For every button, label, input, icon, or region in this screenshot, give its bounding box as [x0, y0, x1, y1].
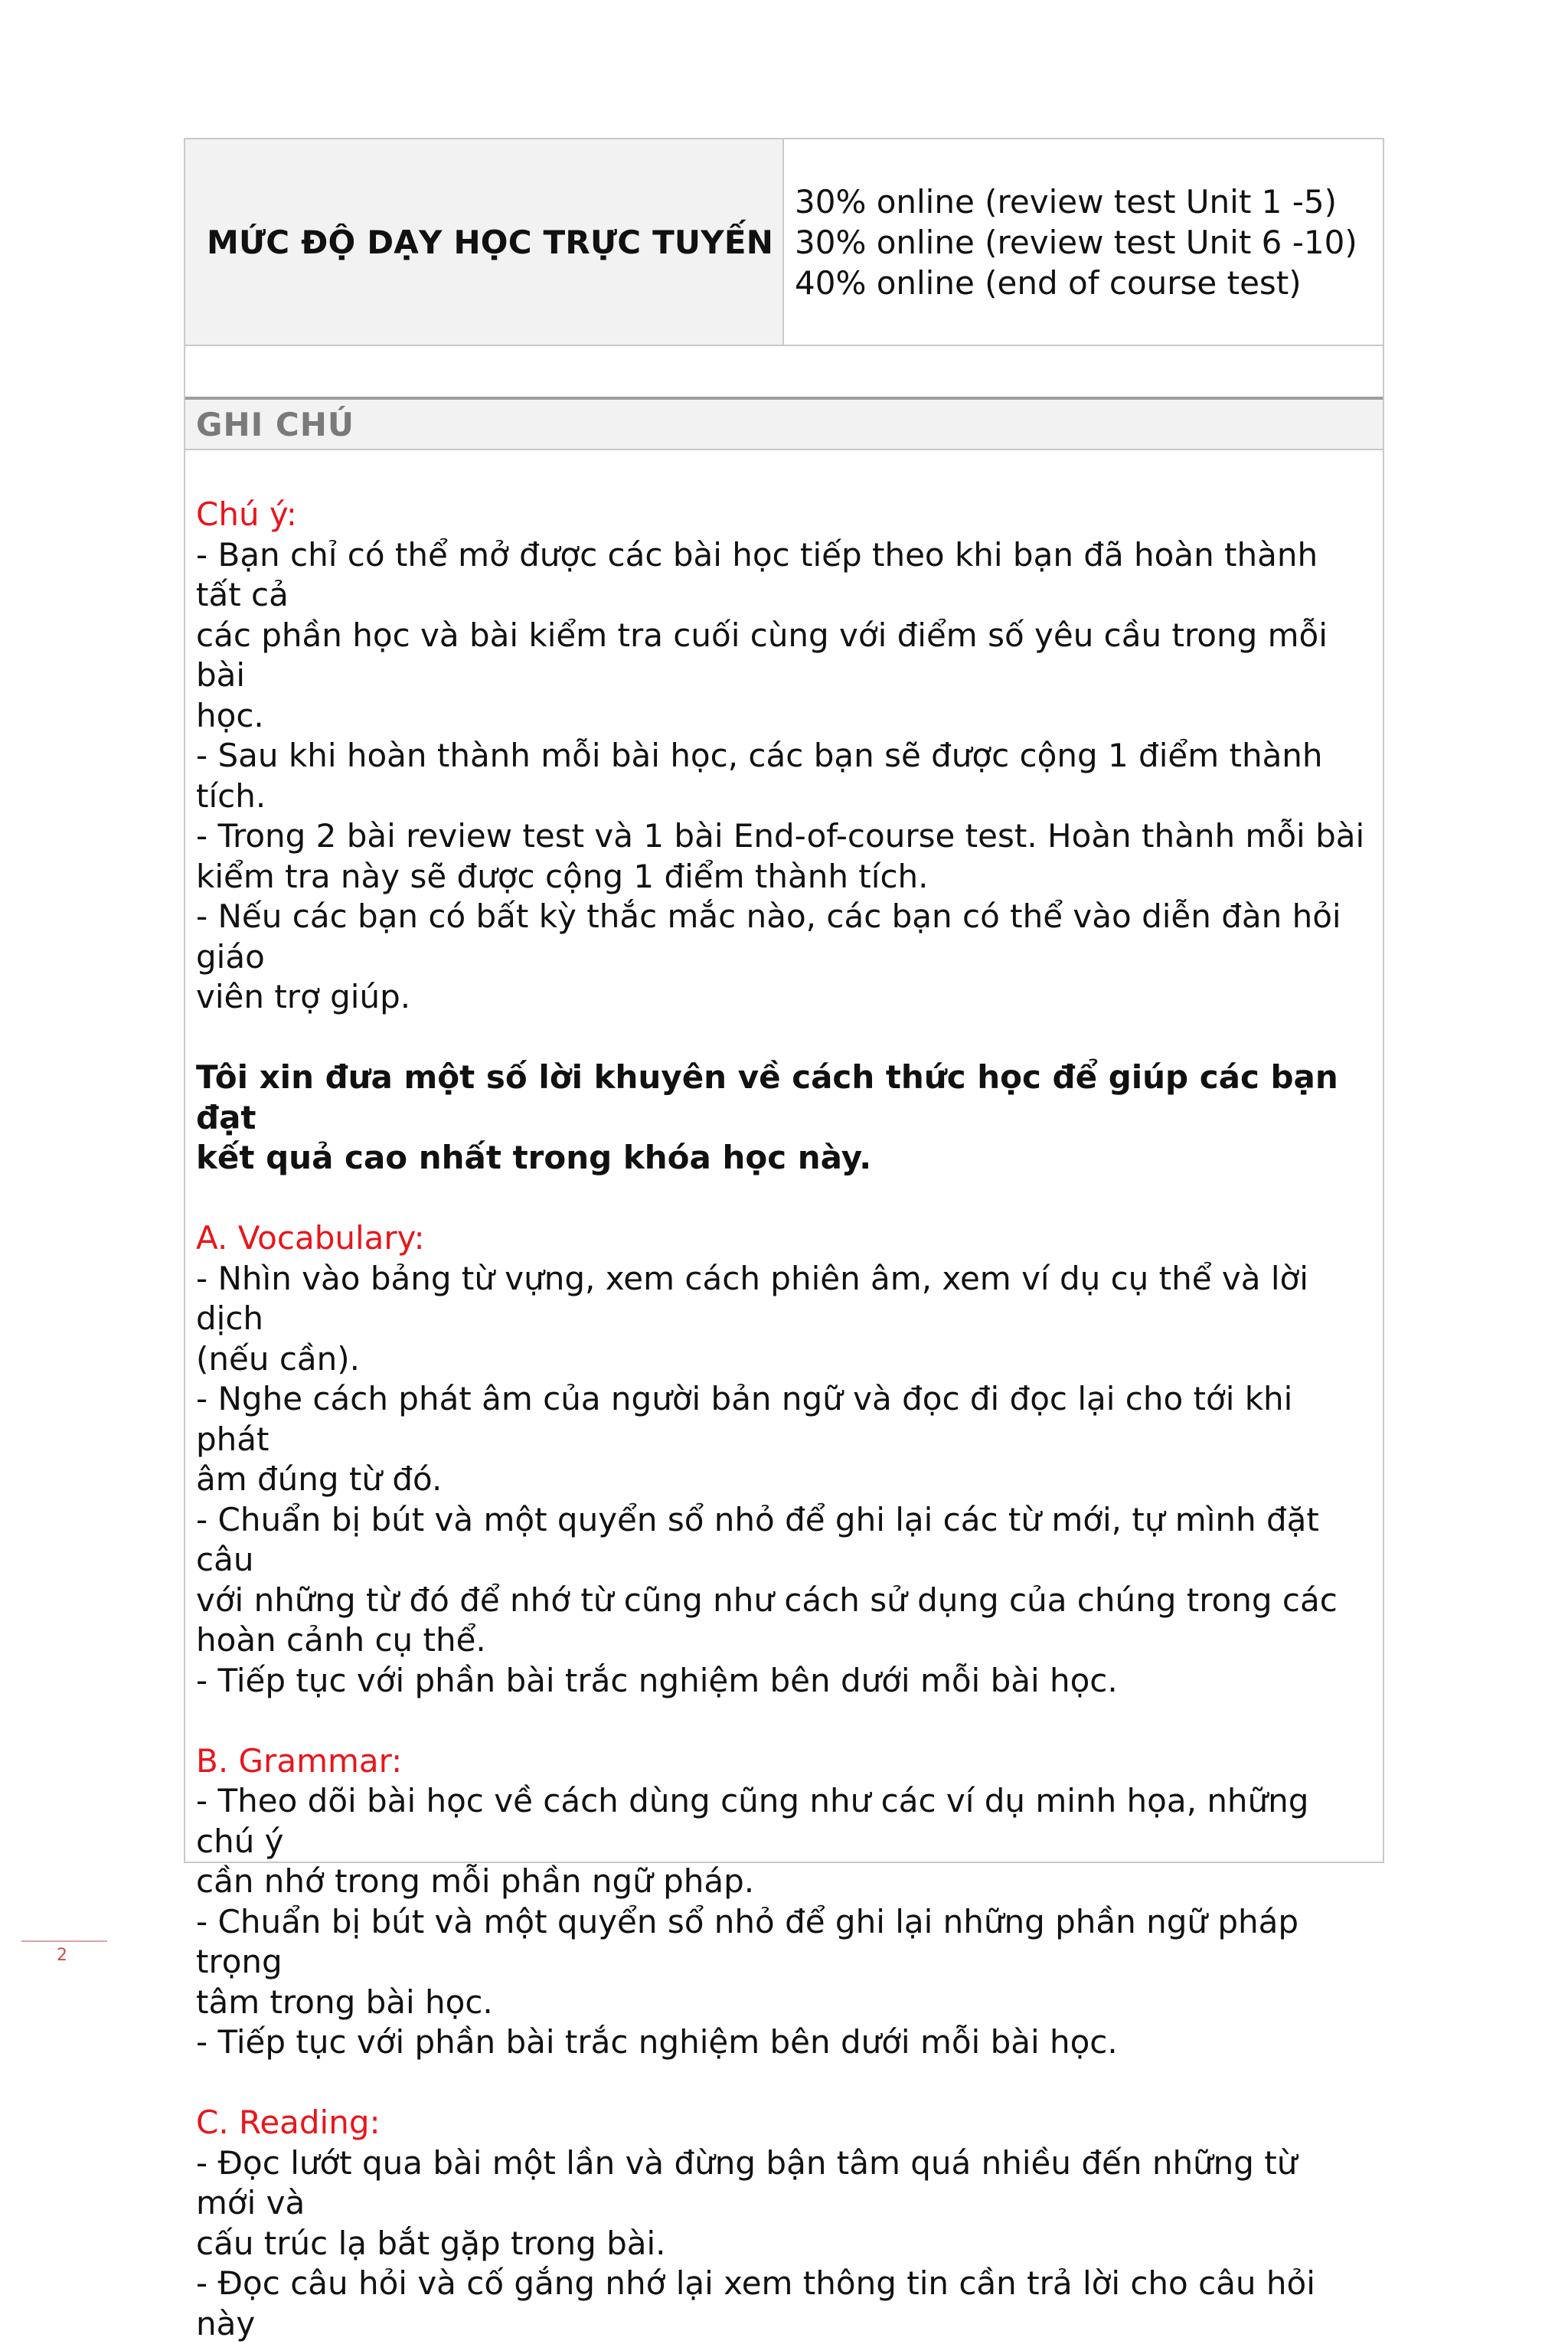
text-line: - Bạn chỉ có thể mở được các bài học tiếp theo khi bạn đã hoàn thành tất cả: [196, 535, 1318, 613]
notes-body: [196, 495, 1367, 2344]
online-level-label: MỨC ĐỘ DẠY HỌC TRỰC TUYẾN: [185, 139, 784, 345]
vocabulary-heading: A. Vocabulary:: [196, 1219, 425, 1257]
course-info-table: [184, 138, 1384, 2342]
text-line: - Nhìn vào bảng từ vựng, xem cách phiên âm, xem ví dụ cụ thể và lời dịch: [196, 1259, 1308, 1337]
text-line: - Đọc lướt qua bài một lần và đừng bận tâm quá nhiều đến những từ mới và: [196, 2143, 1298, 2221]
online-level-value: 30% online (review test Unit 6 -10): [795, 223, 1357, 261]
text-line: viên trợ giúp.: [196, 978, 411, 1015]
text-line: học.: [196, 696, 264, 734]
text-line: - Trong 2 bài review test và 1 bài End-of-course test. Hoàn thành mỗi bài: [196, 817, 1365, 855]
text-line: (nếu cần).: [196, 1339, 360, 1378]
text-line: hoàn cảnh cụ thể.: [196, 1621, 486, 1659]
grammar-heading: B. Grammar:: [196, 1741, 403, 1780]
spacer: [196, 1018, 1367, 1058]
online-level-value: 30% online (review test Unit 1 -5): [795, 182, 1337, 221]
footer-divider: [21, 1940, 107, 1942]
text-line: - Theo dõi bài học về cách dùng cũng như các ví dụ minh họa, những chú ý: [196, 1782, 1309, 1860]
text-line: - Sau khi hoàn thành mỗi bài học, các bạn sẽ được cộng 1 điểm thành tích.: [196, 737, 1323, 815]
text-line: - Nếu các bạn có bất kỳ thắc mắc nào, các bạn có thể vào diễn đàn hỏi giáo: [196, 897, 1341, 976]
advice-line: kết quả cao nhất trong khóa học này.: [196, 1139, 872, 1176]
text-line: với những từ đó để nhớ từ cũng như cách sử dụng của chúng trong các: [196, 1581, 1338, 1619]
text-line: - Tiếp tục với phần bài trắc nghiệm bên dưới mỗi bài học.: [196, 2023, 1118, 2061]
text-line: cần nhớ trong mỗi phần ngữ pháp.: [196, 1862, 755, 1900]
spacer: [196, 1179, 1367, 1219]
online-level-value: 40% online (end of course test): [795, 263, 1302, 302]
spacer: [196, 1701, 1367, 1741]
text-line: - Chuẩn bị bút và một quyển sổ nhỏ để ghi lại những phần ngữ pháp trọng: [196, 1902, 1299, 1980]
text-line: các phần học và bài kiểm tra cuối cùng với điểm số yêu cầu trong mỗi bài: [196, 616, 1328, 694]
text-line: - Chuẩn bị bút và một quyển sổ nhỏ để ghi lại các từ mới, tự mình đặt câu: [196, 1500, 1319, 1578]
text-line: - Tiếp tục với phần bài trắc nghiệm bên dưới mỗi bài học.: [196, 1661, 1118, 1699]
online-level-row: [185, 139, 1383, 346]
text-line: cấu trúc lạ bắt gặp trong bài.: [196, 2224, 666, 2262]
text-line: - Nghe cách phát âm của người bản ngữ và đọc đi đọc lại cho tới khi phát: [196, 1380, 1293, 1458]
text-line: kiểm tra này sẽ được cộng 1 điểm thành tích.: [196, 857, 929, 895]
attention-heading: Chú ý:: [196, 495, 297, 533]
text-line: - Đọc câu hỏi và cố gắng nhớ lại xem thông tin cần trả lời cho câu hỏi này: [196, 2264, 1315, 2342]
reading-heading: C. Reading:: [196, 2104, 381, 2141]
empty-row: [185, 346, 1383, 397]
notes-header: GHI CHÚ: [185, 397, 1383, 450]
page-number: 2: [57, 1946, 67, 1965]
online-level-values: [784, 139, 1383, 345]
text-line: âm đúng từ đó.: [196, 1460, 443, 1498]
text-line: tâm trong bài học.: [196, 1983, 493, 2021]
advice-line: Tôi xin đưa một số lời khuyên về cách thức học để giúp các bạn đạt: [196, 1058, 1338, 1136]
spacer: [196, 2063, 1367, 2104]
